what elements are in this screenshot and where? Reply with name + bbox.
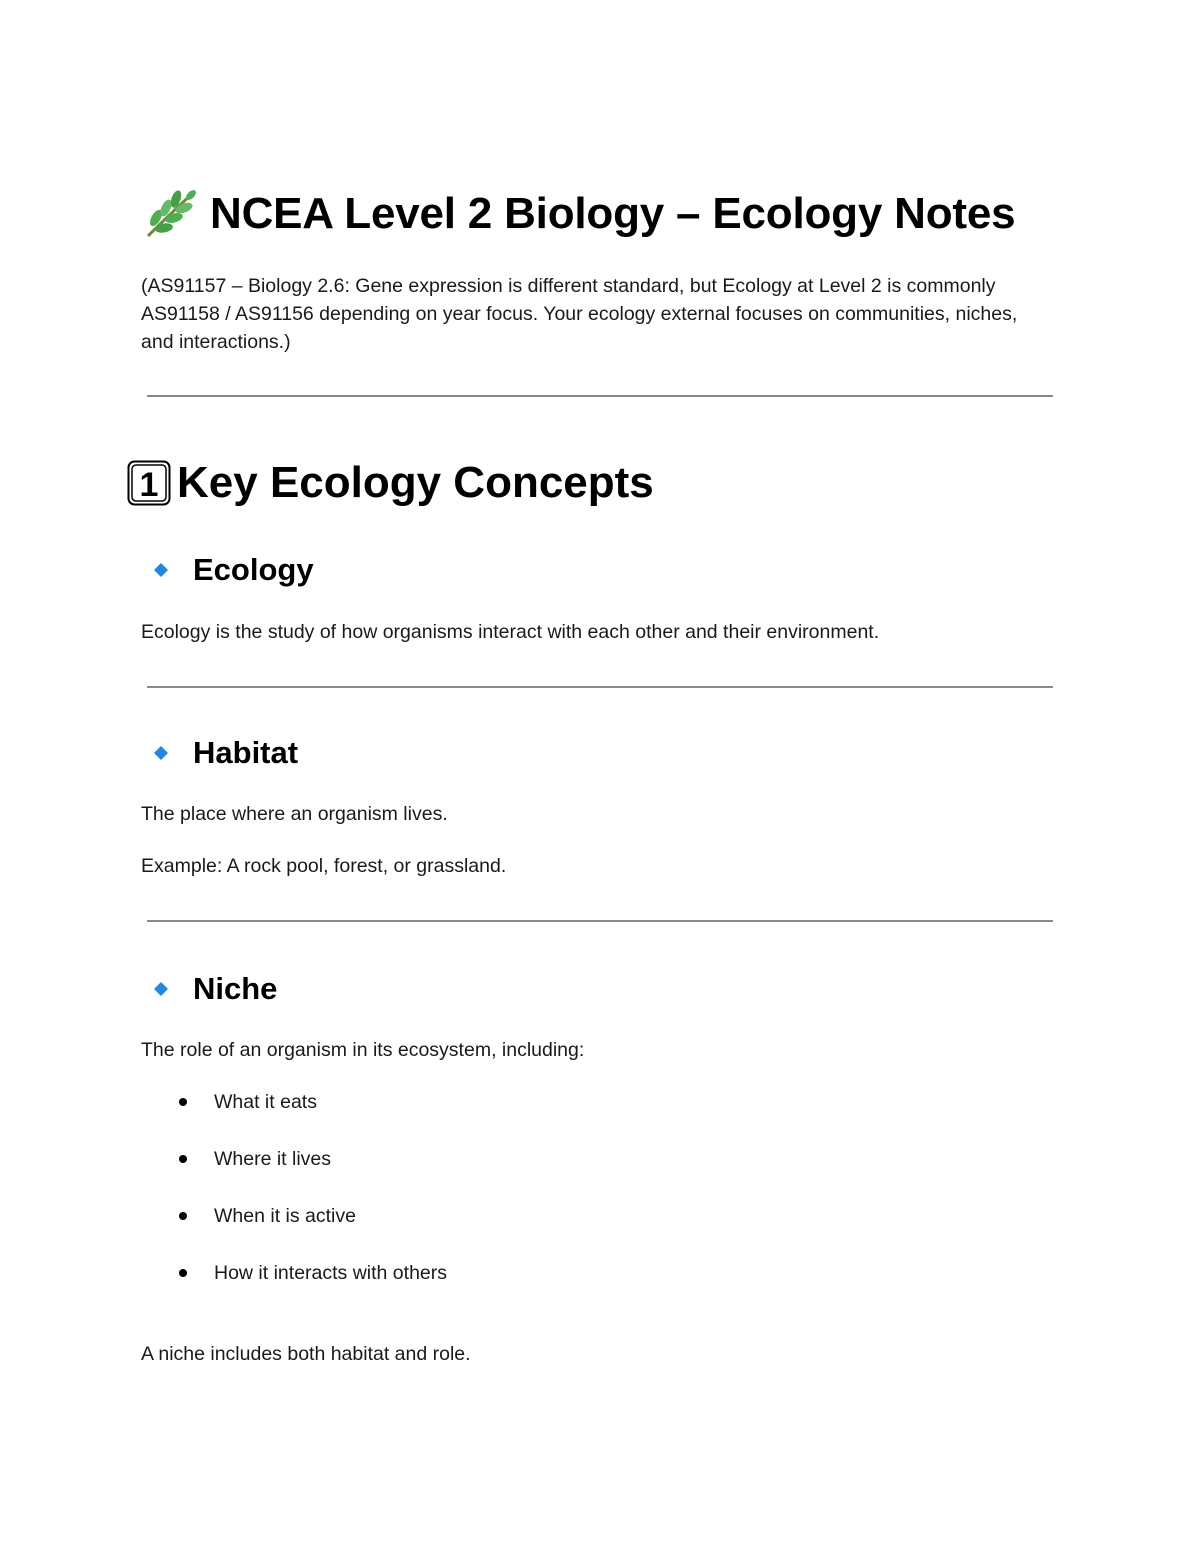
subsection-title: Niche bbox=[193, 971, 278, 1006]
list-item bbox=[176, 1260, 447, 1286]
bullet-icon bbox=[179, 1212, 187, 1220]
keycap-digit-one-icon bbox=[127, 460, 171, 506]
svg-text:1: 1 bbox=[139, 466, 159, 504]
blue-diamond-icon bbox=[154, 563, 168, 577]
section-heading-row bbox=[127, 457, 654, 509]
subsection-heading-habitat bbox=[154, 734, 298, 772]
niche-definition: The role of an organism in its ecosystem, including: bbox=[141, 1039, 585, 1061]
bullet-icon bbox=[179, 1098, 187, 1106]
section-title: Key Ecology Concepts bbox=[177, 458, 654, 507]
bullet-icon bbox=[179, 1269, 187, 1277]
subsection-heading-niche bbox=[154, 970, 277, 1008]
subsection-title: Habitat bbox=[193, 735, 299, 770]
list-item bbox=[176, 1146, 447, 1172]
list-item bbox=[176, 1089, 447, 1115]
leaf-icon bbox=[142, 188, 198, 240]
divider bbox=[147, 920, 1053, 922]
divider bbox=[147, 395, 1053, 397]
document-title: NCEA Level 2 Biology – Ecology Notes bbox=[210, 189, 1016, 238]
list-item-text: Where it lives bbox=[214, 1147, 332, 1170]
divider bbox=[147, 686, 1053, 688]
document-title-row bbox=[142, 188, 1015, 240]
subsection-heading-ecology bbox=[154, 551, 314, 589]
subsection-title: Ecology bbox=[193, 552, 314, 587]
blue-diamond-icon bbox=[154, 982, 168, 996]
habitat-example: Example: A rock pool, forest, or grassland. bbox=[141, 855, 507, 877]
niche-bullet-list bbox=[176, 1089, 447, 1317]
list-item bbox=[176, 1203, 447, 1229]
list-item-text: When it is active bbox=[214, 1204, 356, 1227]
niche-summary: A niche includes both habitat and role. bbox=[141, 1343, 471, 1365]
intro-paragraph: (AS91157 – Biology 2.6: Gene expression is different standard, but Ecology at Level 2 is commonly AS91158 / AS91156 depending on year focus. Your ecology external focuses on communities, niches, and interactions.) bbox=[141, 275, 1018, 353]
blue-diamond-icon bbox=[154, 746, 168, 760]
bullet-icon bbox=[179, 1155, 187, 1163]
list-item-text: How it interacts with others bbox=[214, 1261, 448, 1284]
ecology-definition: Ecology is the study of how organisms interact with each other and their environment. bbox=[141, 621, 880, 643]
habitat-definition: The place where an organism lives. bbox=[141, 803, 448, 825]
list-item-text: What it eats bbox=[214, 1090, 317, 1113]
